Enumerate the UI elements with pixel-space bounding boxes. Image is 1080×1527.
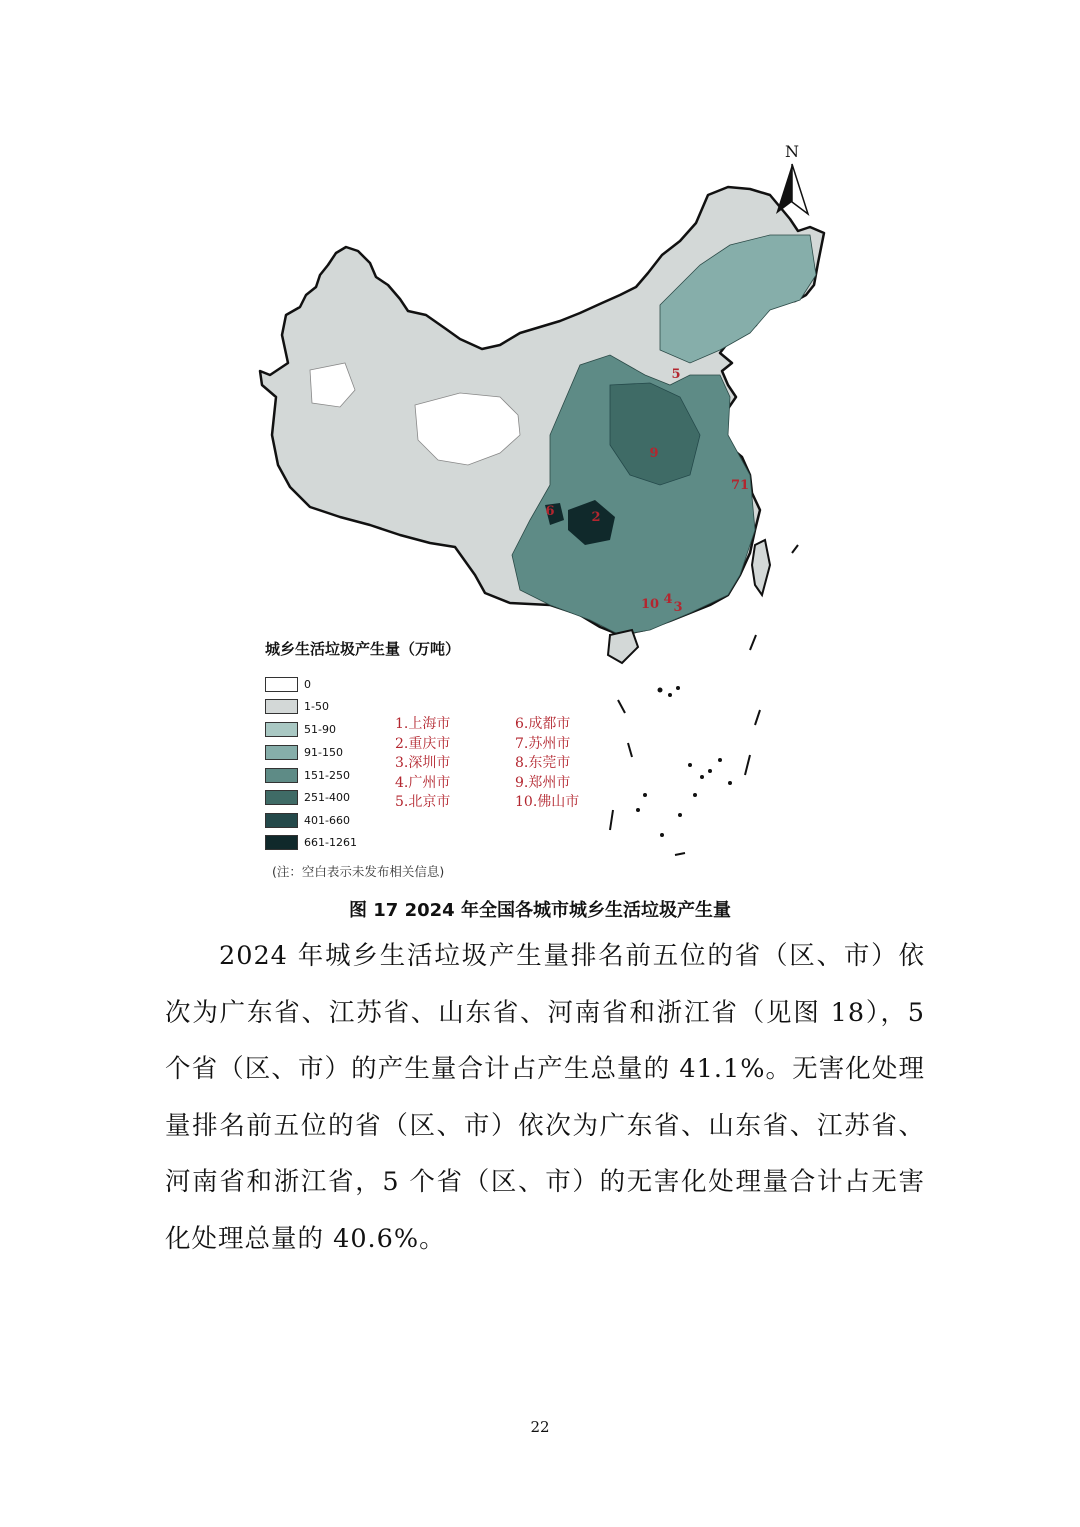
legend-swatch bbox=[265, 677, 298, 692]
north-arrow-icon bbox=[772, 142, 812, 222]
map-note: (注：空白表示未发布相关信息) bbox=[272, 864, 445, 879]
top-cities-list bbox=[395, 715, 625, 812]
city-list-item: 3.深圳市 bbox=[395, 755, 451, 771]
city-marker: 9 bbox=[649, 446, 659, 461]
city-marker: 10 bbox=[640, 597, 660, 612]
city-marker: 3 bbox=[673, 600, 683, 615]
island-taiwan bbox=[752, 540, 770, 595]
paragraph-text: 2024 年城乡生活垃圾产生量排名前五位的省（区、市）依次为广东省、江苏省、山东省、河南省和浙江省（见图 18），5 个省（区、市）的产生量合计占产生总量的 41.1%。无害化处理量排名前五位的省（区、市）依次为广东省、山东省、江苏省、河南省和浙江省，5 个省（区、市）的无害化处理量合计占无害化处理总量的 40.6%。 bbox=[165, 941, 925, 1254]
city-marker: 5 bbox=[671, 367, 681, 382]
city-list-item: 1.上海市 bbox=[395, 716, 451, 732]
legend-row bbox=[265, 811, 350, 829]
city-marker: 6 bbox=[545, 504, 555, 519]
legend-label: 251-400 bbox=[304, 790, 350, 804]
north-arrow bbox=[772, 142, 812, 222]
north-label: N bbox=[785, 142, 799, 161]
legend-swatch bbox=[265, 699, 298, 714]
city-marker: 2 bbox=[591, 510, 601, 525]
legend-row bbox=[265, 766, 350, 784]
legend-swatch bbox=[265, 813, 298, 828]
legend-swatch bbox=[265, 745, 298, 760]
legend-swatch bbox=[265, 722, 298, 737]
legend-label: 51-90 bbox=[304, 722, 336, 736]
city-list-item: 8.东莞市 bbox=[515, 755, 571, 771]
legend-label: 401-660 bbox=[304, 813, 350, 827]
island-hainan bbox=[608, 630, 638, 663]
city-list-item: 7.苏州市 bbox=[515, 735, 571, 752]
city-list-item: 10.佛山市 bbox=[515, 794, 580, 810]
legend-label: 0 bbox=[304, 677, 311, 691]
legend-swatch bbox=[265, 790, 298, 805]
body-paragraph bbox=[165, 928, 925, 1267]
page-number: 22 bbox=[530, 1418, 550, 1436]
city-list-item: 5.北京市 bbox=[395, 794, 451, 810]
legend-row bbox=[265, 697, 329, 715]
legend-label: 1-50 bbox=[304, 699, 329, 713]
city-list-item: 4.广州市 bbox=[395, 774, 451, 791]
map-figure bbox=[250, 135, 850, 885]
legend-swatch bbox=[265, 835, 298, 850]
city-marker: 4 bbox=[663, 592, 673, 607]
legend-label: 91-150 bbox=[304, 745, 343, 759]
legend-row bbox=[265, 743, 343, 761]
legend-label: 151-250 bbox=[304, 768, 350, 782]
figure-caption: 图 17 2024 年全国各城市城乡生活垃圾产生量 bbox=[349, 900, 731, 921]
city-list-item: 9.郑州市 bbox=[515, 774, 571, 791]
city-list-item: 6.成都市 bbox=[515, 716, 571, 732]
legend-row bbox=[265, 788, 350, 806]
south-sea-islands bbox=[636, 686, 732, 837]
legend-title: 城乡生活垃圾产生量（万吨） bbox=[265, 640, 461, 658]
legend-row bbox=[265, 675, 311, 693]
legend-label: 661-1261 bbox=[304, 835, 357, 849]
legend-swatch bbox=[265, 768, 298, 783]
legend-row bbox=[265, 720, 336, 738]
city-list-item: 2.重庆市 bbox=[395, 735, 451, 752]
legend-row bbox=[265, 833, 357, 851]
city-marker: 71 bbox=[730, 478, 750, 493]
